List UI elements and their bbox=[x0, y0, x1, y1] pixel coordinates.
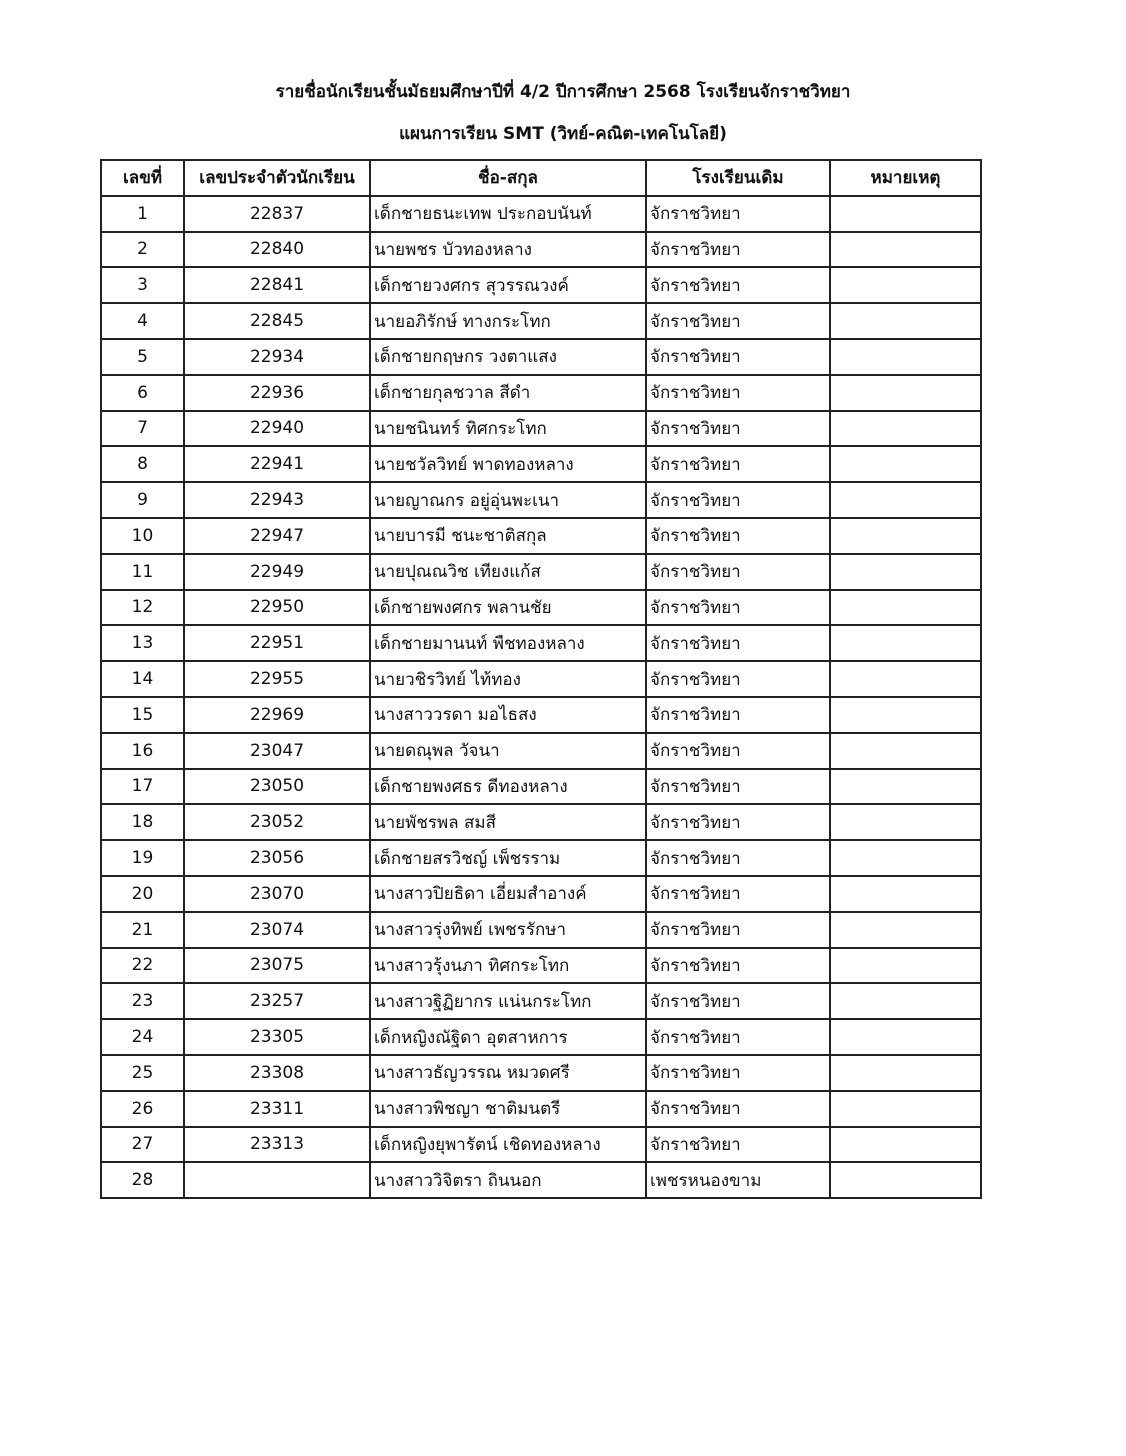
table-row bbox=[101, 983, 981, 1019]
table-row bbox=[101, 697, 981, 733]
cell-previous-school: เพชรหนองขาม bbox=[646, 1162, 830, 1198]
cell-previous-school: จักราชวิทยา bbox=[646, 983, 830, 1019]
cell-previous-school: จักราชวิทยา bbox=[646, 948, 830, 984]
table-row bbox=[101, 339, 981, 375]
cell-previous-school: จักราชวิทยา bbox=[646, 590, 830, 626]
cell-number: 15 bbox=[101, 697, 184, 733]
cell-name: เด็กหญิงยุพารัตน์ เชิดทองหลาง bbox=[370, 1127, 646, 1163]
cell-number: 24 bbox=[101, 1019, 184, 1055]
cell-student-id: 22840 bbox=[184, 232, 370, 268]
cell-previous-school: จักราชวิทยา bbox=[646, 518, 830, 554]
cell-note bbox=[830, 948, 981, 984]
cell-student-id: 23075 bbox=[184, 948, 370, 984]
cell-name: เด็กชายวงศกร สุวรรณวงค์ bbox=[370, 267, 646, 303]
cell-number: 17 bbox=[101, 769, 184, 805]
cell-name: นายปุณณวิช เทียงแก้ส bbox=[370, 554, 646, 590]
cell-student-id: 22951 bbox=[184, 625, 370, 661]
cell-note bbox=[830, 232, 981, 268]
cell-number: 11 bbox=[101, 554, 184, 590]
cell-previous-school: จักราชวิทยา bbox=[646, 804, 830, 840]
cell-note bbox=[830, 876, 981, 912]
cell-student-id: 23257 bbox=[184, 983, 370, 1019]
cell-previous-school: จักราชวิทยา bbox=[646, 697, 830, 733]
table-row bbox=[101, 1019, 981, 1055]
cell-number: 27 bbox=[101, 1127, 184, 1163]
cell-note bbox=[830, 1162, 981, 1198]
cell-student-id: 22936 bbox=[184, 375, 370, 411]
cell-student-id: 22845 bbox=[184, 303, 370, 339]
cell-student-id: 23070 bbox=[184, 876, 370, 912]
cell-note bbox=[830, 375, 981, 411]
cell-name: นายชนินทร์ ทิศกระโทก bbox=[370, 411, 646, 447]
table-row bbox=[101, 661, 981, 697]
cell-student-id: 23052 bbox=[184, 804, 370, 840]
cell-name: นางสาวรุ่งทิพย์ เพชรรักษา bbox=[370, 912, 646, 948]
cell-name: นางสาววรดา มอไธสง bbox=[370, 697, 646, 733]
cell-previous-school: จักราชวิทยา bbox=[646, 912, 830, 948]
header-student-id: เลขประจำตัวนักเรียน bbox=[184, 160, 370, 196]
cell-student-id: 23056 bbox=[184, 840, 370, 876]
cell-number: 20 bbox=[101, 876, 184, 912]
cell-student-id: 23074 bbox=[184, 912, 370, 948]
table-row bbox=[101, 446, 981, 482]
cell-number: 5 bbox=[101, 339, 184, 375]
cell-previous-school: จักราชวิทยา bbox=[646, 625, 830, 661]
table-row bbox=[101, 840, 981, 876]
cell-number: 8 bbox=[101, 446, 184, 482]
cell-number: 3 bbox=[101, 267, 184, 303]
cell-number: 10 bbox=[101, 518, 184, 554]
cell-name: เด็กชายสรวิชญ์ เพ็ชรราม bbox=[370, 840, 646, 876]
cell-name: เด็กชายพงศธร ดีทองหลาง bbox=[370, 769, 646, 805]
cell-previous-school: จักราชวิทยา bbox=[646, 411, 830, 447]
header-name: ชื่อ-สกุล bbox=[370, 160, 646, 196]
cell-number: 14 bbox=[101, 661, 184, 697]
table-row bbox=[101, 625, 981, 661]
cell-note bbox=[830, 482, 981, 518]
cell-previous-school: จักราชวิทยา bbox=[646, 733, 830, 769]
cell-number: 23 bbox=[101, 983, 184, 1019]
cell-student-id: 23305 bbox=[184, 1019, 370, 1055]
cell-previous-school: จักราชวิทยา bbox=[646, 375, 830, 411]
cell-note bbox=[830, 625, 981, 661]
table-row bbox=[101, 232, 981, 268]
cell-note bbox=[830, 267, 981, 303]
cell-number: 28 bbox=[101, 1162, 184, 1198]
cell-number: 13 bbox=[101, 625, 184, 661]
cell-previous-school: จักราชวิทยา bbox=[646, 554, 830, 590]
cell-name: นายวชิรวิทย์ ไท้ทอง bbox=[370, 661, 646, 697]
cell-name: นางสาวพิชญา ชาติมนตรี bbox=[370, 1091, 646, 1127]
cell-student-id: 22950 bbox=[184, 590, 370, 626]
cell-student-id: 22934 bbox=[184, 339, 370, 375]
cell-student-id: 23308 bbox=[184, 1055, 370, 1091]
cell-note bbox=[830, 1091, 981, 1127]
table-row bbox=[101, 303, 981, 339]
cell-student-id: 22940 bbox=[184, 411, 370, 447]
cell-number: 26 bbox=[101, 1091, 184, 1127]
cell-previous-school: จักราชวิทยา bbox=[646, 232, 830, 268]
table-row bbox=[101, 411, 981, 447]
cell-student-id bbox=[184, 1162, 370, 1198]
cell-name: นายบารมี ชนะชาติสกุล bbox=[370, 518, 646, 554]
cell-name: เด็กชายกุลชวาล สีดำ bbox=[370, 375, 646, 411]
cell-student-id: 22941 bbox=[184, 446, 370, 482]
cell-name: นายพัชรพล สมสี bbox=[370, 804, 646, 840]
cell-student-id: 22947 bbox=[184, 518, 370, 554]
cell-student-id: 22949 bbox=[184, 554, 370, 590]
cell-previous-school: จักราชวิทยา bbox=[646, 840, 830, 876]
cell-name: นายชวัลวิทย์ พาดทองหลาง bbox=[370, 446, 646, 482]
cell-previous-school: จักราชวิทยา bbox=[646, 267, 830, 303]
cell-number: 6 bbox=[101, 375, 184, 411]
cell-note bbox=[830, 769, 981, 805]
cell-name: นายดณุพล วัจนา bbox=[370, 733, 646, 769]
cell-previous-school: จักราชวิทยา bbox=[646, 339, 830, 375]
cell-note bbox=[830, 1127, 981, 1163]
cell-note bbox=[830, 196, 981, 232]
cell-note bbox=[830, 733, 981, 769]
cell-previous-school: จักราชวิทยา bbox=[646, 769, 830, 805]
cell-number: 19 bbox=[101, 840, 184, 876]
cell-note bbox=[830, 554, 981, 590]
cell-previous-school: จักราชวิทยา bbox=[646, 196, 830, 232]
cell-name: นายญาณกร อยู่อุ่นพะเนา bbox=[370, 482, 646, 518]
table-row bbox=[101, 482, 981, 518]
student-table bbox=[100, 159, 982, 1199]
cell-previous-school: จักราชวิทยา bbox=[646, 482, 830, 518]
cell-note bbox=[830, 697, 981, 733]
header-note: หมายเหตุ bbox=[830, 160, 981, 196]
table-row bbox=[101, 912, 981, 948]
cell-number: 18 bbox=[101, 804, 184, 840]
cell-student-id: 23311 bbox=[184, 1091, 370, 1127]
table-row bbox=[101, 948, 981, 984]
cell-name: เด็กชายกฤษกร วงตาแสง bbox=[370, 339, 646, 375]
cell-note bbox=[830, 303, 981, 339]
table-row bbox=[101, 876, 981, 912]
cell-previous-school: จักราชวิทยา bbox=[646, 1019, 830, 1055]
cell-student-id: 22955 bbox=[184, 661, 370, 697]
table-row bbox=[101, 1162, 981, 1198]
table-row bbox=[101, 518, 981, 554]
table-header-row bbox=[101, 160, 981, 196]
cell-name: เด็กหญิงณัฐิดา อุตสาหการ bbox=[370, 1019, 646, 1055]
cell-name: เด็กชายพงศกร พลานชัย bbox=[370, 590, 646, 626]
header-previous-school: โรงเรียนเดิม bbox=[646, 160, 830, 196]
cell-number: 21 bbox=[101, 912, 184, 948]
cell-name: นางสาวรุ้งนภา ทิศกระโทก bbox=[370, 948, 646, 984]
table-row bbox=[101, 769, 981, 805]
cell-note bbox=[830, 983, 981, 1019]
table-row bbox=[101, 196, 981, 232]
cell-student-id: 22969 bbox=[184, 697, 370, 733]
cell-note bbox=[830, 1055, 981, 1091]
cell-number: 22 bbox=[101, 948, 184, 984]
cell-previous-school: จักราชวิทยา bbox=[646, 876, 830, 912]
cell-student-id: 22841 bbox=[184, 267, 370, 303]
page-title: รายชื่อนักเรียนชั้นมัธยมศึกษาปีที่ 4/2 ปีการศึกษา 2568 โรงเรียนจักราชวิทยา bbox=[275, 82, 851, 102]
table-row bbox=[101, 554, 981, 590]
cell-previous-school: จักราชวิทยา bbox=[646, 661, 830, 697]
cell-student-id: 22837 bbox=[184, 196, 370, 232]
table-body bbox=[101, 196, 981, 1198]
table-row bbox=[101, 733, 981, 769]
cell-note bbox=[830, 912, 981, 948]
table-row bbox=[101, 267, 981, 303]
cell-note bbox=[830, 339, 981, 375]
cell-name: นายพชร บัวทองหลาง bbox=[370, 232, 646, 268]
cell-name: เด็กชายธนะเทพ ประกอบนันท์ bbox=[370, 196, 646, 232]
page-subtitle: แผนการเรียน SMT (วิทย์-คณิต-เทคโนโลยี) bbox=[399, 124, 727, 144]
cell-note bbox=[830, 446, 981, 482]
table-row bbox=[101, 590, 981, 626]
cell-note bbox=[830, 804, 981, 840]
cell-note bbox=[830, 411, 981, 447]
cell-previous-school: จักราชวิทยา bbox=[646, 1091, 830, 1127]
cell-student-id: 22943 bbox=[184, 482, 370, 518]
cell-previous-school: จักราชวิทยา bbox=[646, 1127, 830, 1163]
cell-number: 25 bbox=[101, 1055, 184, 1091]
cell-student-id: 23050 bbox=[184, 769, 370, 805]
cell-name: นางสาวฐิฏิยากร แน่นกระโทก bbox=[370, 983, 646, 1019]
cell-note bbox=[830, 518, 981, 554]
cell-name: เด็กชายมานนท์ พืชทองหลาง bbox=[370, 625, 646, 661]
cell-name: นางสาวธัญวรรณ หมวดศรี bbox=[370, 1055, 646, 1091]
cell-name: นายอภิรักษ์ ทางกระโทก bbox=[370, 303, 646, 339]
table-row bbox=[101, 804, 981, 840]
cell-previous-school: จักราชวิทยา bbox=[646, 303, 830, 339]
cell-note bbox=[830, 590, 981, 626]
cell-number: 16 bbox=[101, 733, 184, 769]
cell-number: 4 bbox=[101, 303, 184, 339]
cell-number: 2 bbox=[101, 232, 184, 268]
cell-number: 12 bbox=[101, 590, 184, 626]
cell-student-id: 23047 bbox=[184, 733, 370, 769]
table-row bbox=[101, 1127, 981, 1163]
cell-previous-school: จักราชวิทยา bbox=[646, 1055, 830, 1091]
cell-number: 7 bbox=[101, 411, 184, 447]
table-row bbox=[101, 1055, 981, 1091]
table-row bbox=[101, 375, 981, 411]
cell-note bbox=[830, 661, 981, 697]
cell-previous-school: จักราชวิทยา bbox=[646, 446, 830, 482]
cell-note bbox=[830, 840, 981, 876]
header-number: เลขที่ bbox=[101, 160, 184, 196]
cell-number: 9 bbox=[101, 482, 184, 518]
cell-name: นางสาวปิยธิดา เอี่ยมสำอางค์ bbox=[370, 876, 646, 912]
cell-note bbox=[830, 1019, 981, 1055]
table-row bbox=[101, 1091, 981, 1127]
cell-student-id: 23313 bbox=[184, 1127, 370, 1163]
cell-number: 1 bbox=[101, 196, 184, 232]
cell-name: นางสาววิจิตรา ถินนอก bbox=[370, 1162, 646, 1198]
